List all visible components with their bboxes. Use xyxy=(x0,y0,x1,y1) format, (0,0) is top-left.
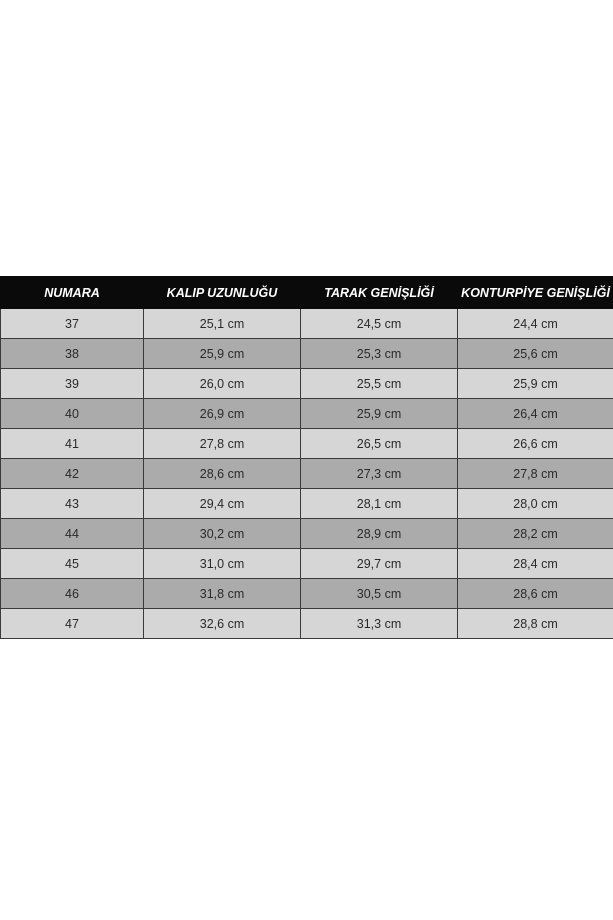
cell-tarak-genisligi: 25,3 cm xyxy=(301,339,458,369)
cell-konturpiye-genisligi: 25,9 cm xyxy=(458,369,613,399)
cell-tarak-genisligi: 28,1 cm xyxy=(301,489,458,519)
cell-tarak-genisligi: 30,5 cm xyxy=(301,579,458,609)
table-row xyxy=(1,429,613,459)
cell-numara: 38 xyxy=(1,339,144,369)
cell-numara: 47 xyxy=(1,609,144,639)
table-row xyxy=(1,339,613,369)
cell-konturpiye-genisligi: 28,0 cm xyxy=(458,489,613,519)
cell-konturpiye-genisligi: 28,2 cm xyxy=(458,519,613,549)
cell-kalip-uzunlugu: 31,0 cm xyxy=(144,549,301,579)
cell-numara: 46 xyxy=(1,579,144,609)
table-row xyxy=(1,519,613,549)
size-chart-table xyxy=(0,276,613,639)
table-header xyxy=(1,277,613,309)
table-row xyxy=(1,549,613,579)
cell-konturpiye-genisligi: 27,8 cm xyxy=(458,459,613,489)
table-body xyxy=(1,309,613,639)
cell-kalip-uzunlugu: 30,2 cm xyxy=(144,519,301,549)
header-numara: NUMARA xyxy=(1,277,144,309)
cell-konturpiye-genisligi: 28,6 cm xyxy=(458,579,613,609)
cell-kalip-uzunlugu: 25,9 cm xyxy=(144,339,301,369)
header-tarak-genisligi: TARAK GENİŞLİĞİ xyxy=(301,277,458,309)
cell-numara: 40 xyxy=(1,399,144,429)
cell-numara: 39 xyxy=(1,369,144,399)
cell-konturpiye-genisligi: 25,6 cm xyxy=(458,339,613,369)
table-row xyxy=(1,579,613,609)
cell-kalip-uzunlugu: 31,8 cm xyxy=(144,579,301,609)
cell-numara: 42 xyxy=(1,459,144,489)
table-row xyxy=(1,609,613,639)
table-row xyxy=(1,459,613,489)
cell-kalip-uzunlugu: 26,0 cm xyxy=(144,369,301,399)
table-row xyxy=(1,489,613,519)
header-row xyxy=(1,277,613,309)
cell-konturpiye-genisligi: 28,8 cm xyxy=(458,609,613,639)
cell-numara: 37 xyxy=(1,309,144,339)
cell-tarak-genisligi: 25,9 cm xyxy=(301,399,458,429)
header-konturpiye-genisligi: KONTURPİYE GENİŞLİĞİ xyxy=(458,277,613,309)
cell-konturpiye-genisligi: 26,6 cm xyxy=(458,429,613,459)
cell-tarak-genisligi: 28,9 cm xyxy=(301,519,458,549)
cell-numara: 43 xyxy=(1,489,144,519)
cell-tarak-genisligi: 24,5 cm xyxy=(301,309,458,339)
cell-tarak-genisligi: 26,5 cm xyxy=(301,429,458,459)
table-row xyxy=(1,369,613,399)
cell-kalip-uzunlugu: 28,6 cm xyxy=(144,459,301,489)
cell-numara: 44 xyxy=(1,519,144,549)
cell-konturpiye-genisligi: 26,4 cm xyxy=(458,399,613,429)
cell-kalip-uzunlugu: 25,1 cm xyxy=(144,309,301,339)
table-row xyxy=(1,309,613,339)
header-kalip-uzunlugu: KALIP UZUNLUĞU xyxy=(144,277,301,309)
cell-konturpiye-genisligi: 28,4 cm xyxy=(458,549,613,579)
cell-tarak-genisligi: 25,5 cm xyxy=(301,369,458,399)
cell-konturpiye-genisligi: 24,4 cm xyxy=(458,309,613,339)
cell-numara: 41 xyxy=(1,429,144,459)
cell-tarak-genisligi: 29,7 cm xyxy=(301,549,458,579)
cell-kalip-uzunlugu: 32,6 cm xyxy=(144,609,301,639)
cell-kalip-uzunlugu: 29,4 cm xyxy=(144,489,301,519)
cell-kalip-uzunlugu: 27,8 cm xyxy=(144,429,301,459)
cell-kalip-uzunlugu: 26,9 cm xyxy=(144,399,301,429)
table-row xyxy=(1,399,613,429)
cell-tarak-genisligi: 31,3 cm xyxy=(301,609,458,639)
cell-numara: 45 xyxy=(1,549,144,579)
cell-tarak-genisligi: 27,3 cm xyxy=(301,459,458,489)
